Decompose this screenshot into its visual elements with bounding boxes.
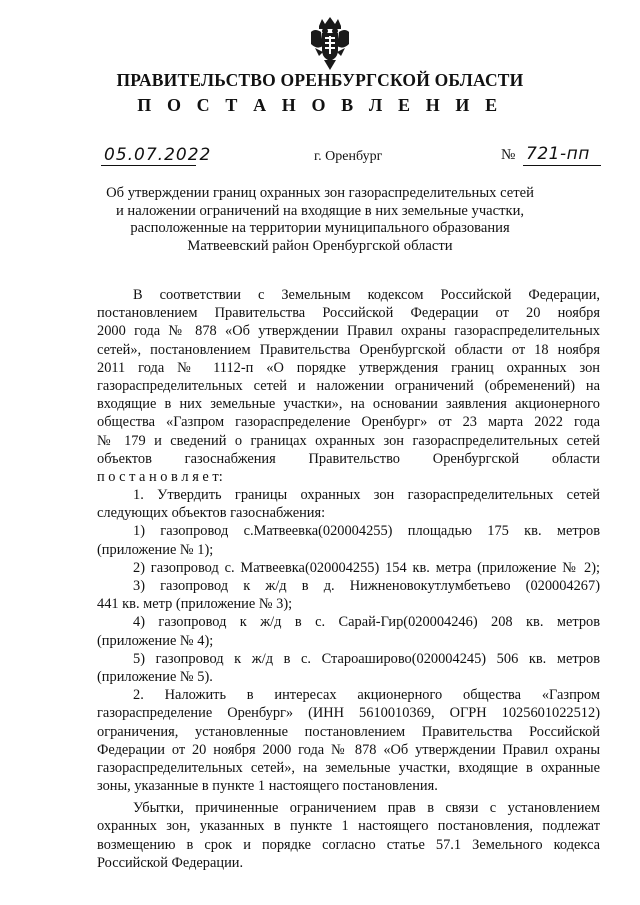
body-line: Российской Федерации.	[97, 854, 244, 871]
body-line: (приложение № 4);	[97, 632, 214, 649]
body-line: 2000 года № 878 «Об утверждении Правил охраны газораспределительных	[97, 323, 600, 340]
title-line: и наложении ограничений на входящие в них земельные участки,	[115, 202, 525, 219]
body-line: 5) газопровод к ж/д в с. Староаширово(020004245) 506 кв. метров	[133, 650, 600, 667]
document-date: 05.07.2022	[104, 145, 212, 165]
body-line: 2) газопровод с. Матвеевка(020004255) 154 кв. метра (приложение № 2);	[133, 559, 600, 576]
body-line: (приложение № 5).	[97, 668, 213, 685]
document-type: П О С Т А Н О В Л Е Н И Е	[137, 95, 503, 115]
body-line: 441 кв. метр (приложение № 3);	[97, 596, 293, 613]
body-line: 3) газопровод к ж/д в д. Нижненовокутлумбетьево (020004267)	[133, 578, 600, 594]
body-line: газораспределительных сетей», на земельные участки, входящие в охранные	[97, 759, 600, 776]
body-line: сетей», постановлением Правительства Оренбургской области от 18 ноября	[97, 341, 600, 358]
body-line: 1. Утвердить границы охранных зон газораспределительных сетей	[133, 487, 600, 504]
body-line: возмещению в срок и порядке согласно статье 57.1 Земельного кодекса	[97, 836, 600, 853]
date-underline	[101, 165, 196, 166]
body-line: входящие в них земельные участки», на основании заявления акционерного	[97, 396, 600, 413]
body-line: 2011 года № 1112-п «О порядке утверждения границ охранных зон	[97, 359, 600, 376]
body-line: следующих объектов газоснабжения:	[97, 505, 326, 522]
title-line: Матвеевский район Оренбургской области	[187, 237, 453, 254]
title-line: расположенные на территории муниципального образования	[130, 220, 510, 237]
body-line: № 179 и сведений о границах охранных зон газораспределительных сетей	[97, 432, 600, 449]
coat-of-arms-icon	[307, 16, 353, 72]
body-line: охранных зон, указанных в пункте 1 настоящего постановления, подлежат	[97, 818, 600, 835]
body-line: постановлением Правительства Российской Федерации от 20 ноября	[97, 305, 600, 322]
body-line: 2. Наложить в интересах акционерного общества «Газпром	[133, 687, 600, 704]
document-title	[100, 185, 540, 255]
document-body	[97, 286, 600, 872]
body-line: общества «Газпром газораспределение Оренбург» от 23 марта 2022 года	[97, 414, 600, 431]
body-line: ограничения, установленные постановлением Правительства Российской	[97, 723, 600, 740]
document-city: г. Оренбург	[314, 149, 383, 164]
body-line: Федерации от 20 ноября 2000 года № 878 «Об утверждении Правил охраны	[97, 741, 600, 758]
body-line: 4) газопровод к ж/д в с. Сарай-Гир(020004246) 208 кв. метров	[133, 614, 600, 631]
body-line: зоны, указанные в пункте 1 настоящего постановления.	[97, 778, 438, 795]
body-line: п о с т а н о в л я е т:	[97, 468, 223, 485]
body-line: Убытки, причиненные ограничением прав в связи с установлением	[133, 800, 600, 817]
body-line: В соответствии с Земельным кодексом Российской Федерации,	[133, 287, 600, 303]
body-line: объектов газоснабжения Правительство Оренбургской области	[97, 450, 600, 467]
document-number: 721-пп	[526, 144, 590, 164]
number-sign: №	[501, 147, 516, 163]
body-line: газораспределительных сетей и наложении ограничений (обременений) на	[97, 377, 600, 394]
organization-name: ПРАВИТЕЛЬСТВО ОРЕНБУРГСКОЙ ОБЛАСТИ	[116, 70, 524, 90]
number-underline	[523, 165, 601, 166]
body-line: 1) газопровод с.Матвеевка(020004255) площадью 175 кв. метров	[133, 523, 600, 540]
body-line: (приложение № 1);	[97, 541, 214, 558]
title-line: Об утверждении границ охранных зон газораспределительных сетей	[106, 185, 534, 201]
body-line: газораспределение Оренбург» (ИНН 5610010369, ОГРН 1025601022512)	[97, 705, 600, 722]
